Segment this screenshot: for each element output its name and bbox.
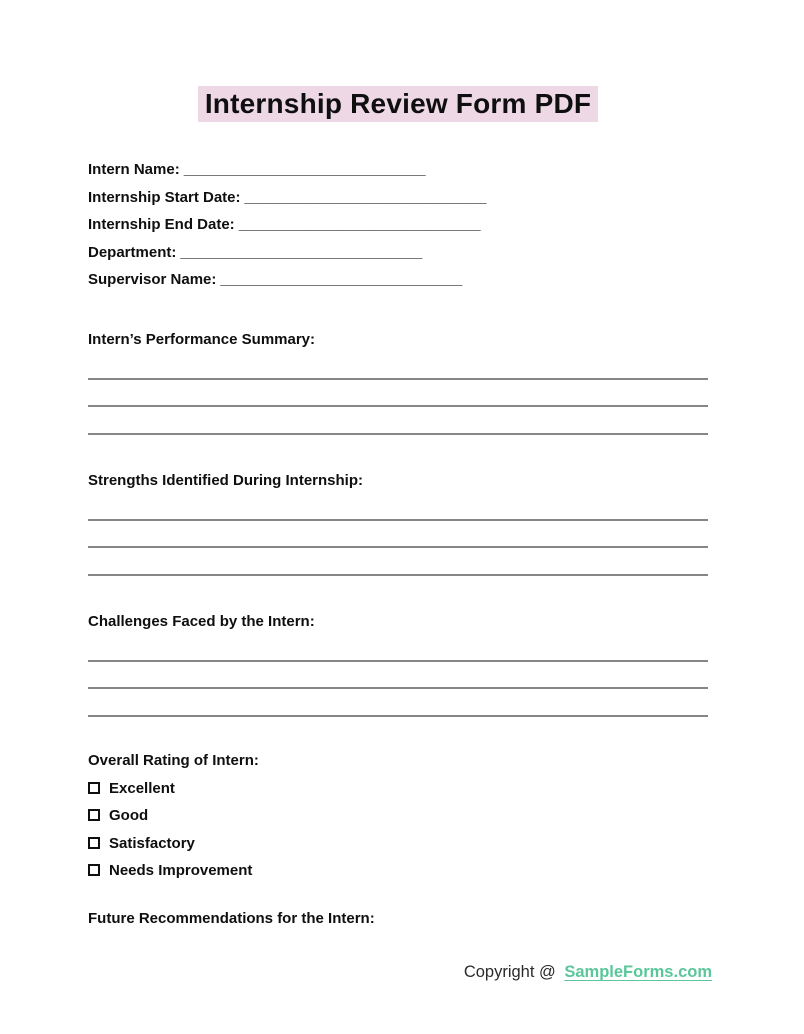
field-blank-line: _____________________________ (183, 161, 426, 178)
section-future-recommendations (88, 905, 708, 933)
ruled-line (88, 548, 708, 576)
field-supervisor-name (88, 266, 708, 294)
overall-rating-group (88, 747, 708, 885)
section-heading: Challenges Faced by the Intern: (88, 612, 315, 630)
ruled-line (88, 662, 708, 690)
rating-option-label: Needs Improvement (109, 862, 253, 879)
intern-info-fields (88, 156, 708, 294)
field-label: Intern Name: (88, 161, 180, 178)
field-department (88, 239, 708, 267)
checkbox-icon (88, 837, 100, 849)
field-internship-start-date (88, 184, 708, 212)
field-label: Internship Start Date: (88, 188, 241, 206)
section-performance-summary (88, 326, 708, 435)
writing-lines (88, 495, 708, 576)
rating-option-needs-improvement (88, 857, 708, 885)
rating-option-label: Satisfactory (109, 834, 195, 852)
field-internship-end-date (88, 211, 708, 239)
section-strengths (88, 467, 708, 576)
footer (464, 963, 712, 982)
rating-option-satisfactory (88, 830, 708, 858)
checkbox-icon (88, 864, 100, 876)
sampleforms-link[interactable]: SampleForms.com (564, 963, 712, 981)
checkbox-icon (88, 809, 100, 821)
writing-lines (88, 636, 708, 717)
rating-option-label: Excellent (109, 779, 175, 797)
ruled-line (88, 636, 708, 662)
section-heading: Future Recommendations for the Intern: (88, 909, 375, 927)
copyright-text: Copyright @ (463, 963, 556, 981)
rating-option-good (88, 802, 708, 830)
page-title: Internship Review Form PDF (198, 86, 598, 122)
writing-lines (88, 354, 708, 435)
field-label: Supervisor Name: (88, 271, 217, 288)
field-blank-line: _____________________________ (244, 188, 487, 206)
section-heading: Intern’s Performance Summary: (88, 330, 316, 348)
section-heading: Strengths Identified During Internship: (88, 471, 363, 489)
ruled-line (88, 495, 708, 521)
field-intern-name (88, 156, 708, 184)
section-challenges (88, 608, 708, 717)
ruled-line (88, 689, 708, 717)
ruled-line (88, 380, 708, 408)
field-blank-line: _____________________________ (238, 216, 481, 233)
field-label: Internship End Date: (88, 216, 235, 233)
field-label: Department: (88, 243, 177, 261)
ruled-line (88, 407, 708, 435)
ruled-line (88, 354, 708, 380)
field-blank-line: _____________________________ (180, 243, 423, 261)
rating-option-excellent (88, 775, 708, 803)
title-row (88, 86, 708, 122)
checkbox-icon (88, 782, 100, 794)
ruled-line (88, 521, 708, 549)
field-blank-line: _____________________________ (220, 271, 463, 288)
rating-option-label: Good (109, 807, 149, 824)
rating-heading: Overall Rating of Intern: (88, 751, 259, 769)
